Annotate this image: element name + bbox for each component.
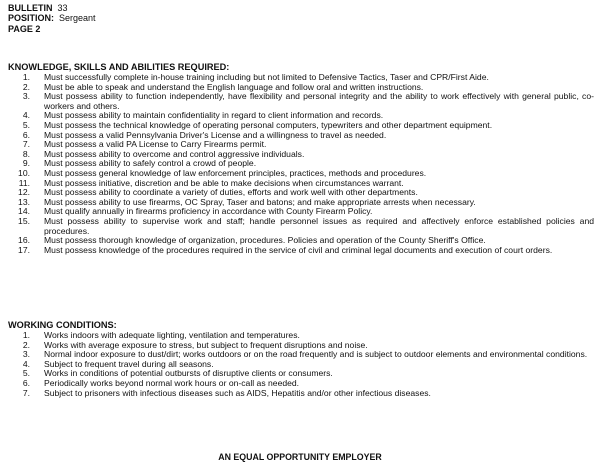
item-number: 2. bbox=[22, 81, 30, 92]
item-text: Must possess ability to function independently, have flexibility and personal integrity and the ability to work effectively with general public, co-workers and others. bbox=[44, 91, 594, 111]
item-text: Must possess ability to supervise work and staff; handle personnel issues as required and affectively enforce established policies and procedures. bbox=[44, 215, 594, 236]
position-label: POSITION: bbox=[8, 13, 55, 23]
working-conditions-heading: WORKING CONDITIONS: bbox=[8, 320, 117, 330]
item-text: Subject to frequent travel during all seasons. bbox=[44, 358, 214, 369]
item-number: 11. bbox=[18, 177, 30, 188]
position-line bbox=[8, 13, 96, 23]
ksa-item bbox=[8, 217, 594, 236]
item-number: 1. bbox=[22, 72, 30, 82]
item-number: 17. bbox=[18, 244, 30, 255]
item-number: 13. bbox=[18, 196, 30, 207]
item-number: 16. bbox=[18, 235, 30, 246]
page-number: PAGE 2 bbox=[8, 24, 41, 34]
ksa-item bbox=[8, 246, 594, 256]
item-number: 5. bbox=[22, 368, 30, 379]
item-text: Must possess ability to maintain confidentiality in regard to client information and records. bbox=[44, 110, 384, 121]
equal-opportunity-footer: AN EQUAL OPPORTUNITY EMPLOYER bbox=[218, 452, 382, 462]
item-number: 3. bbox=[22, 91, 30, 102]
ksa-list bbox=[8, 73, 594, 255]
item-text: Subject to prisoners with infectious diseases such as AIDS, Hepatitis and/or other infectious diseases. bbox=[44, 387, 431, 398]
item-text: Works indoors with adequate lighting, ventilation and temperatures. bbox=[44, 330, 300, 340]
item-number: 5. bbox=[22, 119, 30, 130]
item-text: Must possess ability to coordinate a variety of duties, efforts and work well with other departments. bbox=[44, 187, 418, 198]
item-text: Must possess a valid PA License to Carry Firearms permit. bbox=[44, 139, 267, 150]
item-text: Normal indoor exposure to dust/dirt; works outdoors or on the road frequently and is subject to outdoor elements and environmental conditions. bbox=[44, 349, 588, 360]
item-number: 15. bbox=[18, 215, 30, 226]
working-condition-item bbox=[8, 389, 594, 399]
working-conditions-list bbox=[8, 331, 594, 398]
item-text: Must qualify annually in firearms proficiency in accordance with County Firearm Policy. bbox=[44, 206, 373, 217]
item-number: 6. bbox=[22, 377, 30, 388]
item-number: 14. bbox=[18, 206, 30, 217]
item-text: Must possess thorough knowledge of organization, procedures. Policies and operation of the County Sheriff's Office. bbox=[44, 235, 486, 246]
item-number: 1. bbox=[22, 330, 30, 340]
item-text: Must possess general knowledge of law enforcement principles, practices, methods and procedures. bbox=[44, 167, 427, 178]
item-number: 12. bbox=[18, 187, 30, 198]
item-text: Must possess ability to safely control a crowd of people. bbox=[44, 158, 257, 169]
item-text: Must possess ability to use firearms, OC Spray, Taser and batons; and make appropriate arrests when necessary. bbox=[44, 196, 476, 207]
item-text: Must possess a valid Pennsylvania Driver's License and a willingness to travel as needed. bbox=[44, 129, 387, 140]
item-number: 3. bbox=[22, 349, 30, 360]
ksa-item bbox=[8, 92, 594, 111]
bulletin-line bbox=[8, 3, 68, 13]
item-text: Must be able to speak and understand the English language and follow oral and written instructions. bbox=[44, 81, 424, 92]
ksa-heading: KNOWLEDGE, SKILLS AND ABILITIES REQUIRED: bbox=[8, 62, 230, 72]
item-number: 10. bbox=[18, 167, 30, 178]
item-text: Periodically works beyond normal work hours or on-call as needed. bbox=[44, 377, 300, 388]
item-text: Must possess ability to overcome and control aggressive individuals. bbox=[44, 148, 305, 159]
position-value: Sergeant bbox=[59, 13, 96, 23]
item-text: Must possess the technical knowledge of operating personal computers, typewriters and other department equipment. bbox=[44, 119, 493, 130]
bulletin-number: 33 bbox=[57, 3, 68, 13]
bulletin-label: BULLETIN bbox=[8, 3, 53, 13]
item-number: 7. bbox=[22, 387, 30, 398]
item-text: Must possess knowledge of the procedures required in the service of civil and criminal legal documents and execution of court orders. bbox=[44, 244, 553, 255]
item-number: 7. bbox=[22, 139, 30, 150]
item-number: 2. bbox=[22, 339, 30, 350]
item-number: 9. bbox=[22, 158, 30, 169]
item-number: 4. bbox=[22, 110, 30, 121]
item-text: Works with average exposure to stress, but subject to frequent disruptions and noise. bbox=[44, 339, 368, 350]
item-number: 4. bbox=[22, 358, 30, 369]
item-number: 6. bbox=[22, 129, 30, 140]
item-text: Works in conditions of potential outbursts of disruptive clients or consumers. bbox=[44, 368, 333, 379]
item-number: 8. bbox=[22, 148, 30, 159]
item-text: Must successfully complete in-house training including but not limited to Defensive Tactics, Taser and CPR/First Aide. bbox=[44, 72, 489, 82]
item-text: Must possess initiative, discretion and be able to make decisions when circumstances warrant. bbox=[44, 177, 404, 188]
